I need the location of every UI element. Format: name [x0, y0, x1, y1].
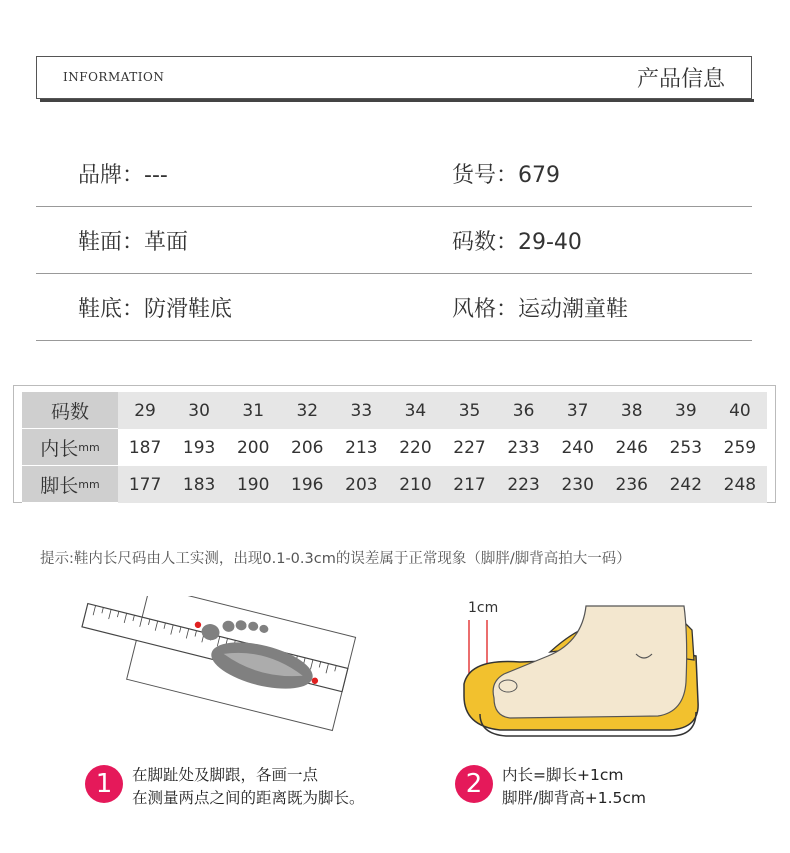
step-text — [132, 764, 365, 810]
brand-field: 品牌：--- — [78, 163, 168, 188]
size-cell: 31 — [242, 400, 265, 421]
size-row — [22, 429, 775, 466]
size-cell: 227 — [453, 437, 486, 458]
size-row-label: 脚长 — [40, 474, 79, 497]
size-cell: 32 — [296, 400, 319, 421]
foot-measure-illustration — [68, 596, 358, 756]
size-cell: 220 — [399, 437, 432, 458]
size-row — [22, 466, 775, 503]
size-row-label: 内长 — [40, 437, 79, 460]
size-cell: 203 — [345, 474, 378, 495]
size-range-field: 码数：29-40 — [452, 230, 582, 255]
size-cell: 200 — [236, 437, 270, 458]
sole-field: 鞋底：防滑鞋底 — [78, 297, 233, 322]
size-values — [118, 466, 767, 503]
size-cell: 217 — [453, 474, 486, 495]
step-line: 在脚趾处及脚跟，各画一点 — [132, 766, 319, 784]
size-row-label: 码数 — [50, 400, 89, 423]
size-cell: 187 — [128, 437, 162, 458]
size-row-unit: mm — [78, 477, 100, 491]
size-row-unit: mm — [78, 440, 100, 454]
size-cell: 246 — [615, 437, 648, 458]
size-cell: 240 — [561, 437, 594, 458]
item-number-field: 货号：679 — [452, 163, 560, 188]
size-row-header — [22, 429, 118, 466]
info-header — [36, 56, 752, 99]
step-line: 内长=脚长+1cm — [502, 766, 624, 784]
header-shadow — [40, 99, 754, 102]
size-cell: 233 — [507, 437, 540, 458]
size-cell: 29 — [134, 400, 156, 421]
info-row — [36, 207, 752, 274]
size-row-header — [22, 392, 118, 429]
size-cell: 37 — [566, 400, 589, 421]
size-cell: 196 — [291, 474, 324, 495]
size-cell: 210 — [399, 474, 432, 495]
style-field: 风格：运动潮童鞋 — [452, 297, 629, 322]
size-cell: 34 — [404, 400, 427, 421]
info-row — [36, 140, 752, 207]
size-cell: 35 — [458, 400, 481, 421]
size-row — [22, 392, 775, 429]
info-row — [36, 274, 752, 341]
size-row-header — [22, 466, 118, 503]
size-cell: 230 — [561, 474, 594, 495]
size-cell: 213 — [345, 437, 378, 458]
size-cell: 193 — [182, 437, 216, 458]
size-cell: 33 — [350, 400, 373, 421]
measurement-note: 提示:鞋内长尺码由人工实测，出现0.1-0.3cm的误差属于正常现象（脚胖/脚背高拍大一码） — [40, 551, 631, 567]
size-cell: 248 — [723, 474, 757, 495]
size-cell: 177 — [128, 474, 162, 495]
size-cell: 236 — [615, 474, 648, 495]
size-cell: 36 — [512, 400, 535, 421]
header-chinese: 产品信息 — [636, 67, 725, 92]
step-text — [502, 764, 646, 810]
size-cell: 259 — [723, 437, 757, 458]
size-values — [118, 429, 767, 466]
size-cell: 40 — [729, 400, 751, 421]
size-values — [118, 392, 767, 429]
upper-material-field: 鞋面：革面 — [78, 230, 189, 255]
size-cell: 223 — [507, 474, 540, 495]
size-cell: 253 — [669, 437, 703, 458]
size-cell: 30 — [188, 400, 210, 421]
step-number-badge: 2 — [455, 765, 493, 803]
size-cell: 39 — [675, 400, 697, 421]
size-cell: 183 — [182, 474, 216, 495]
one-cm-label: 1cm — [468, 600, 499, 616]
foot-in-shoe-illustration — [460, 596, 710, 746]
header-english: INFORMATION — [63, 70, 165, 84]
step-line: 在测量两点之间的距离既为脚长。 — [132, 789, 365, 807]
step-number-badge: 1 — [85, 765, 123, 803]
size-cell: 206 — [291, 437, 324, 458]
size-cell: 190 — [236, 474, 270, 495]
step-line: 脚胖/脚背高+1.5cm — [502, 789, 646, 807]
toe — [499, 680, 517, 692]
size-table — [13, 385, 776, 503]
size-cell: 38 — [620, 400, 643, 421]
size-cell: 242 — [669, 474, 703, 495]
